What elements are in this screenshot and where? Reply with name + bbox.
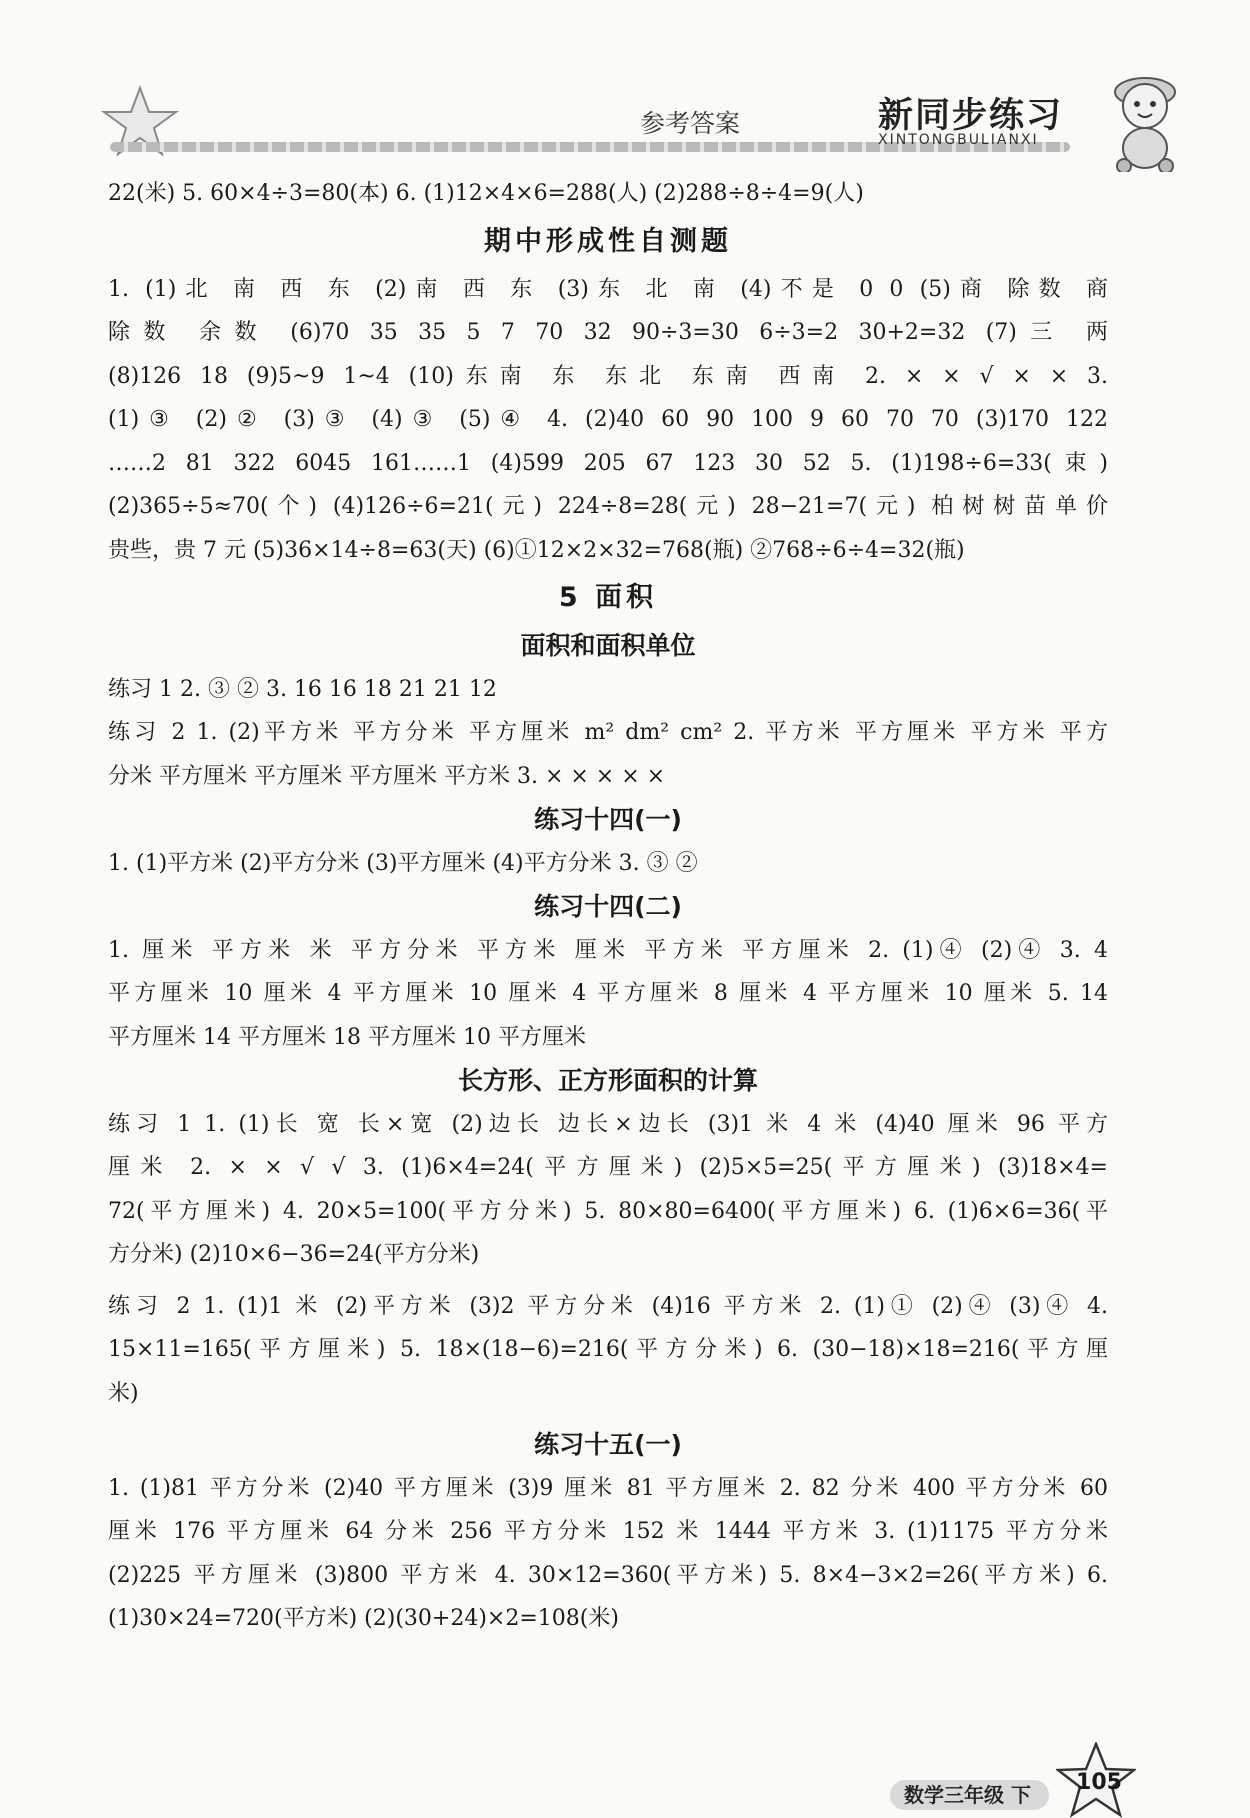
answer-line: 练习 1 1. (1)长 宽 长×宽 (2)边长 边长×边长 (3)1 米 4 米 (4)40 厘米 96 平方 — [108, 1111, 1108, 1137]
section-title: 期中形成性自测题 — [484, 225, 732, 257]
brand-title: 新同步练习 — [878, 96, 1064, 136]
answer-line: 1. (1)北 南 西 东 (2)南 西 东 (3)东 北 南 (4)不是 0 0 (5)商 除数 商 — [108, 276, 1108, 302]
answer-content — [108, 172, 1108, 1641]
page-header — [0, 0, 1250, 175]
answer-line: 平方厘米 14 平方厘米 18 平方厘米 10 平方厘米 — [108, 1024, 586, 1050]
answer-line: 1. (1)平方米 (2)平方分米 (3)平方厘米 (4)平方分米 3. ③ ② — [108, 850, 698, 876]
brand-subtitle: XINTONGBULIANXI — [878, 132, 1039, 148]
answer-line: 米) — [108, 1380, 139, 1406]
section-title: 练习十四(二) — [534, 892, 682, 921]
answer-line: 贵些，贵 7 元 (5)36×14÷8=63(天) (6)①12×2×32=768(瓶) ②768÷6÷4=32(瓶) — [108, 537, 965, 563]
answer-line: 72(平方厘米) 4. 20×5=100(平方分米) 5. 80×80=6400(平方厘米) 6. (1)6×6=36(平 — [108, 1198, 1108, 1224]
answer-line: (8)126 18 (9)5~9 1~4 (10)东南 东 东北 东南 西南 2. × × √ × × 3. — [108, 363, 1108, 389]
chapter-title: 5 面积 — [558, 582, 658, 613]
section-title: 练习十四(一) — [534, 805, 682, 834]
header-title: 参考答案 — [640, 109, 741, 138]
answer-line: ……2 81 322 6045 161……1 (4)599 205 67 123 30 52 5. (1)198÷6=33(束) — [108, 450, 1108, 476]
answer-line: (2)225 平方厘米 (3)800 平方米 4. 30×12=360(平方米) 5. 8×4−3×2=26(平方米) 6. — [108, 1562, 1108, 1588]
answer-line: (1)30×24=720(平方米) (2)(30+24)×2=108(米) — [108, 1606, 619, 1631]
section-title: 练习十五(一) — [534, 1430, 682, 1459]
answer-line: (1)③ (2)② (3)③ (4)③ (5)④ 4. (2)40 60 90 100 9 60 70 70 (3)170 122 — [108, 407, 1108, 432]
answer-line: 1. (1)81 平方分米 (2)40 平方厘米 (3)9 厘米 81 平方厘米 2. 82 分米 400 平方分米 60 — [108, 1475, 1108, 1501]
answer-line: 1. 厘米 平方米 米 平方分米 平方米 厘米 平方米 平方厘米 2. (1)④ (2)④ 3. 4 — [108, 937, 1108, 963]
answer-line: 厘米 176 平方厘米 64 分米 256 平方分米 152 米 1444 平方米 3. (1)1175 平方分米 — [108, 1519, 1108, 1544]
answer-line: 练习 2 1. (2)平方米 平方分米 平方厘米 m² dm² cm² 2. 平方米 平方厘米 平方米 平方 — [108, 720, 1108, 745]
answer-line: 练习 1 2. ③ ② 3. 16 16 18 21 21 12 — [108, 676, 497, 702]
mascot-icon — [1100, 62, 1190, 172]
page-number: 105 — [1076, 1770, 1122, 1795]
grade-label: 数学三年级 下 — [890, 1780, 1049, 1810]
answer-line: 练习 2 1. (1)1 米 (2)平方米 (3)2 平方分米 (4)16 平方米 2. (1)① (2)④ (3)④ 4. — [108, 1293, 1108, 1319]
answer-line: 除数 余数 (6)70 35 35 5 7 70 32 90÷3=30 6÷3=2 30+2=32 (7)三 两 — [108, 320, 1108, 345]
answer-line: 方分米) (2)10×6−36=24(平方分米) — [108, 1242, 480, 1267]
answer-line: 平方厘米 10 厘米 4 平方厘米 10 厘米 4 平方厘米 8 厘米 4 平方厘米 10 厘米 5. 14 — [108, 981, 1108, 1006]
page-footer — [880, 1742, 1200, 1812]
answer-line: 厘米 2. × × √ √ 3. (1)6×4=24(平方厘米) (2)5×5=25(平方厘米) (3)18×4= — [108, 1155, 1108, 1180]
answer-line: 22(米) 5. 60×4÷3=80(本) 6. (1)12×4×6=288(人) (2)288÷8÷4=9(人) — [108, 181, 864, 206]
section-title: 长方形、正方形面积的计算 — [457, 1066, 758, 1095]
answer-line: 分米 平方厘米 平方厘米 平方厘米 平方米 3. × × × × × — [108, 763, 666, 789]
answer-line: 15×11=165(平方厘米) 5. 18×(18−6)=216(平方分米) 6. (30−18)×18=216(平方厘 — [108, 1337, 1108, 1362]
section-title: 面积和面积单位 — [520, 631, 696, 660]
answer-line: (2)365÷5≈70(个) (4)126÷6=21(元) 224÷8=28(元) 28−21=7(元) 柏树树苗单价 — [108, 494, 1108, 519]
